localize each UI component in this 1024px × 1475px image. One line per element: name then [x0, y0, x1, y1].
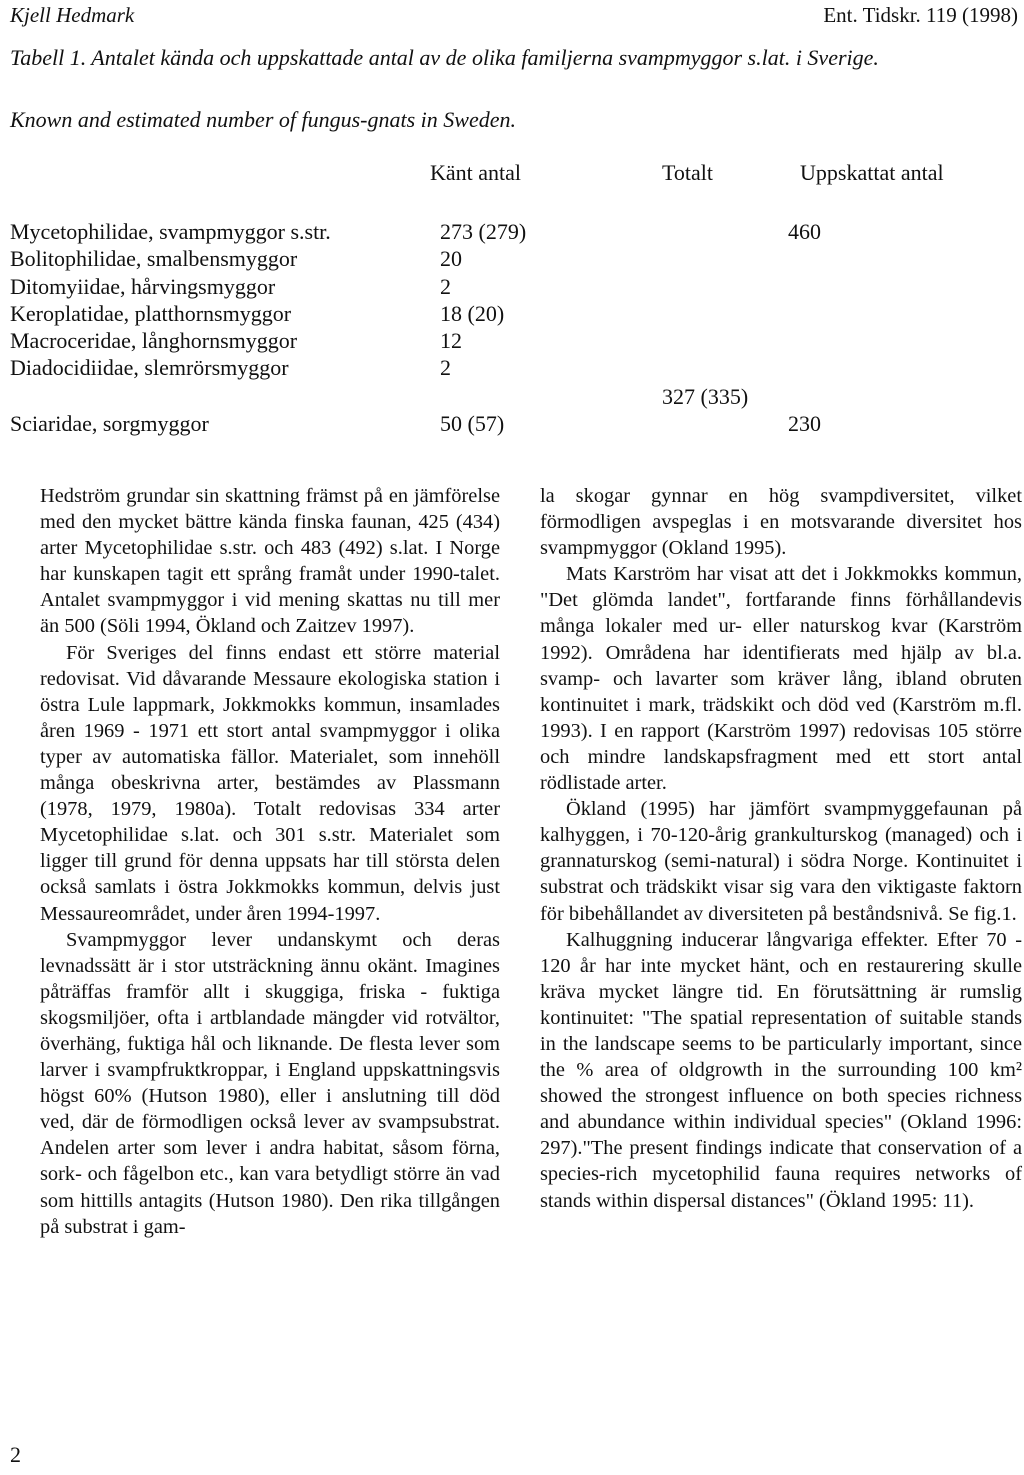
column-header-known: Känt antal — [430, 160, 522, 185]
table-row-family: Keroplatidae, platthornsmyggor — [10, 301, 292, 326]
table-row-family: Ditomyiidae, hårvingsmyggor — [10, 274, 276, 299]
running-header-author: Kjell Hedmark — [10, 3, 135, 27]
table-caption-swedish: Tabell 1. Antalet kända och uppskattade antal av de olika familjerna svampmyggor s.lat. i Sverige. — [10, 45, 879, 70]
body-paragraph: la skogar gynnar en hög svampdiversitet, vilket förmodligen avspeglas i en motsvarande diversitet hos svampmyggor (Okland 1995). — [540, 485, 1022, 560]
table-row-known: 20 — [440, 246, 462, 271]
running-header-journal: Ent. Tidskr. 119 (1998) — [823, 3, 1018, 27]
table-row-family: Bolitophilidae, smalbensmyggor — [10, 246, 298, 271]
table-row-family: Macroceridae, långhornsmyggor — [10, 328, 298, 353]
body-paragraph: Kalhuggning inducerar långvariga effekter. Efter 70 - 120 år har inte mycket hänt, och en restaurering skulle kräva mycket längre tid. En förutsättning är rumslig kontinuitet: "The spatial representation of suitable stands in the landscape seems to be particularly important, since the % area of oldgrowth in the surrounding 100 km² showed the strongest influence on both species richness and abundance within individual species" (Okland 1996: 297)."The present findings indicate that conservation of a species-rich mycetophilid fauna requires networks of stands within dispersal distances" (Ökland 1995: 11). — [540, 928, 1022, 1212]
body-paragraph: Hedström grundar sin skattning främst på en jämförelse med den mycket bättre kända finska faunan, 425 (434) arter Mycetophilidae s.str. och 483 (492) s.lat. I Norge har kunskapen tagit ett språng framåt under 1990-talet. Antalet svampmyggor i vid mening skattas nu till mer än 500 (Söli 1994, Ökland och Zaitzev 1997). — [40, 485, 500, 638]
body-column-right — [540, 483, 1022, 1214]
body-paragraph: Ökland (1995) har jämfört svampmyggefaunan på kalhyggen, i 70-120-årig grankulturskog (managed) och i grannaturskog (semi-natural) i södra Norge. Kontinuitet i substrat och trädskikt visar sig vara den viktigaste faktorn för bibehållandet av diversiteten på beståndsnivå. Se fig.1. — [540, 798, 1022, 925]
table-row-known: 12 — [440, 328, 462, 353]
table-caption-english: Known and estimated number of fungus-gnats in Sweden. — [10, 107, 516, 132]
body-paragraph: Mats Karström har visat att det i Jokkmokks kommun, "Det glömda landet", fortfarande finns förhållandevis många lokaler med ur- eller naturskog kvar (Karström 1992). Områdena har identifierats med hjälp av bl.a. svamp- och lavarter som kräver lång, ibland obruten kontinuitet i mark, trädskikt och död ved (Karström m.fl. 1993). I en rapport (Karström 1997) redovisas 105 större och mindre landskapsfragment med ett stort antal rödlistade arter. — [540, 563, 1022, 795]
page-number: 2 — [10, 1442, 21, 1467]
table-row-estimated: 460 — [788, 219, 821, 244]
body-column-left — [40, 483, 500, 1240]
table-row-known: 2 — [440, 355, 451, 380]
table-row-known: 50 (57) — [440, 411, 505, 436]
body-paragraph: För Sveriges del finns endast ett större material redovisat. Vid dåvarande Messaure ekologiska station i östra Lule lappmark, Jokkmokks kommun, insamlades åren 1969 - 1971 ett stort antal svampmyggor i olika typer av automatiska fällor. Materialet, som innehöll många obeskrivna arter, bestämdes av Plassmann (1978, 1979, 1980a). Totalt redovisas 334 arter Mycetophilidae s.lat. och 301 s.str. Materialet som ligger till grund för denna uppsats har till största delen också samlats i östra Jokkmokks kommun, delvis just Messaureområdet, under åren 1994-1997. — [40, 641, 500, 925]
table-row-known: 18 (20) — [440, 301, 505, 326]
table-row-known: 273 (279) — [440, 219, 527, 244]
table-row-known: 2 — [440, 274, 451, 299]
column-header-estimated: Uppskattat antal — [800, 160, 944, 185]
table-row-estimated: 230 — [788, 411, 821, 436]
body-paragraph: Svampmyggor lever undanskymt och deras levnadssätt är i stor utsträckning ännu okänt. Imagines påträffas framför allt i skuggiga, friska - fuktiga skogsmiljöer, ofta i artblandade mängder vid rotvältor, överhäng, fuktiga hål och liknande. De flesta lever som larver i svampfruktkroppar, i England uppskattningsvis högst 60% (Hutson 1980), eller i anslutning till död ved, där de förmodligen också lever av svampsubstrat. Andelen arter som lever i andra habitat, såsom förna, sork- och fågelbon etc., kan vara betydligt större än vad som hittills antagits (Hutson 1980). Den rika tillgången på substrat i gam- — [40, 928, 500, 1238]
table-row-family: Diadocidiidae, slemrörsmyggor — [10, 355, 289, 380]
table-row-family: Mycetophilidae, svampmyggor s.str. — [10, 219, 331, 244]
table-total: 327 (335) — [662, 384, 749, 409]
table-row-family: Sciaridae, sorgmyggor — [10, 411, 209, 436]
column-header-total: Totalt — [662, 160, 714, 185]
